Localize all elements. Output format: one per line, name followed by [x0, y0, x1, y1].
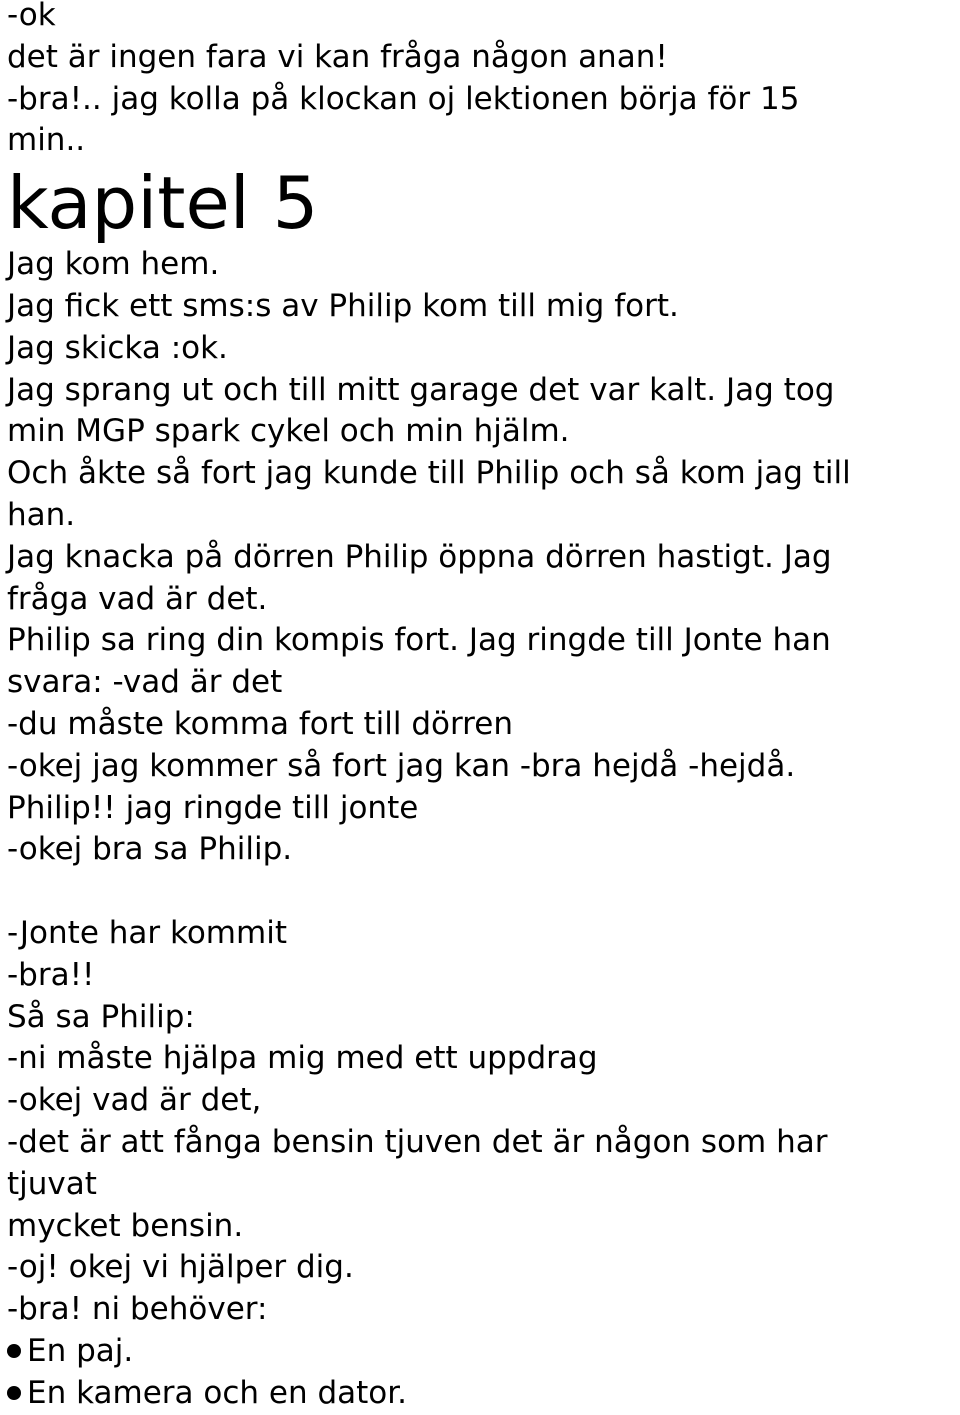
- text-line: Och åkte så fort jag kunde till Philip och så kom jag till: [7, 455, 851, 492]
- text-line: -okej jag kommer så fort jag kan -bra hejdå -hejdå.: [7, 747, 796, 784]
- text-line: Så sa Philip:: [7, 998, 195, 1035]
- chapter-heading: kapitel 5: [7, 161, 319, 246]
- text-line: min MGP spark cykel och min hjälm.: [7, 413, 570, 450]
- dialogue-section: [7, 913, 957, 1331]
- text-line: tjuvat: [7, 1165, 97, 1202]
- text-line: Jag fick ett sms:s av Philip kom till mig fort.: [7, 287, 679, 324]
- text-line: -oj! okej vi hjälper dig.: [7, 1249, 354, 1286]
- text-line: Philip!! jag ringde till jonte: [7, 789, 419, 826]
- text-line: -bra!!: [7, 956, 95, 993]
- paragraph-gap: [7, 871, 957, 913]
- text-line: -ok: [7, 0, 56, 33]
- text-line: -du måste komma fort till dörren: [7, 705, 513, 742]
- text-line: svara: -vad är det: [7, 664, 283, 701]
- intro-section: [7, 0, 957, 162]
- text-line: -okej bra sa Philip.: [7, 831, 293, 868]
- bullet-dot-icon: [7, 1386, 21, 1400]
- text-line: -bra!.. jag kolla på klockan oj lektionen börja för 15: [7, 80, 800, 117]
- bullet-dot-icon: [7, 1344, 21, 1358]
- text-line: -bra! ni behöver:: [7, 1291, 268, 1328]
- text-line: han.: [7, 496, 76, 533]
- bullet-item: [7, 1331, 957, 1373]
- text-line: Jag sprang ut och till mitt garage det var kalt. Jag tog: [7, 371, 835, 408]
- bullet-item: [7, 1373, 957, 1415]
- text-line: fråga vad är det.: [7, 580, 268, 617]
- document-body: [7, 0, 957, 1415]
- text-line: det är ingen fara vi kan fråga någon anan!: [7, 38, 668, 75]
- chapter-section: [7, 244, 957, 871]
- text-line: -ni måste hjälpa mig med ett uppdrag: [7, 1040, 598, 1077]
- text-line: min..: [7, 122, 86, 159]
- text-line: Jag skicka :ok.: [7, 329, 228, 366]
- bullet-list: [7, 1331, 957, 1415]
- bullet-text: En paj.: [27, 1332, 134, 1369]
- text-line: -Jonte har kommit: [7, 914, 287, 951]
- text-line: -det är att fånga bensin tjuven det är någon som har: [7, 1123, 828, 1160]
- bullet-text: En kamera och en dator.: [27, 1374, 407, 1411]
- text-line: mycket bensin.: [7, 1207, 244, 1244]
- text-line: Philip sa ring din kompis fort. Jag ringde till Jonte han: [7, 622, 831, 659]
- text-line: -okej vad är det,: [7, 1082, 262, 1119]
- text-line: Jag kom hem.: [7, 246, 220, 283]
- text-line: Jag knacka på dörren Philip öppna dörren hastigt. Jag: [7, 538, 832, 575]
